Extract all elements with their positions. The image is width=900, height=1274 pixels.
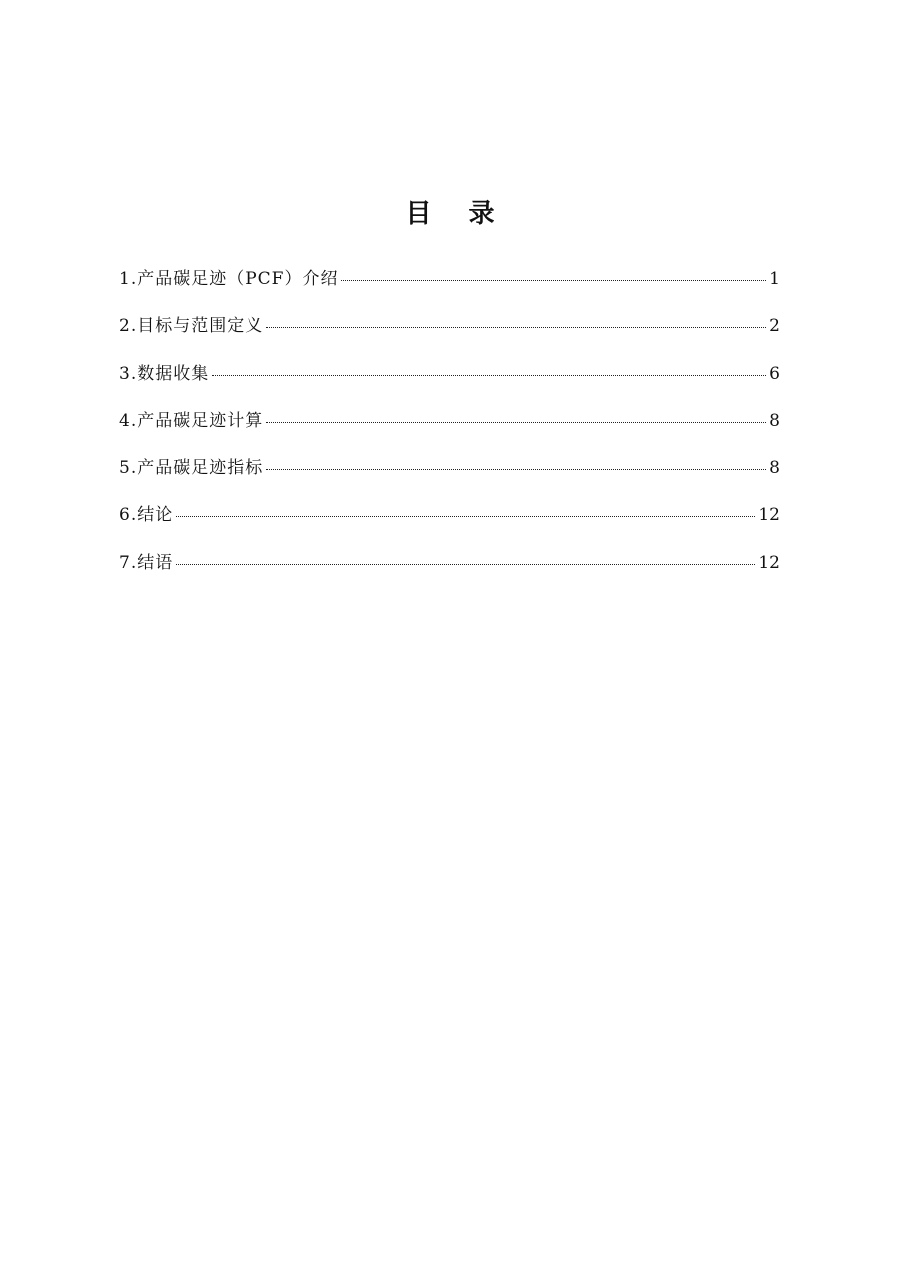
dot-leader [176,564,755,565]
toc-entry[interactable] [119,361,780,408]
toc-entry[interactable] [119,550,780,597]
toc-entry-label: 4.产品碳足迹计算 [119,410,264,431]
toc-entry[interactable] [119,408,780,455]
dot-leader [176,516,755,517]
table-of-contents [119,266,780,597]
toc-entry[interactable] [119,502,780,549]
toc-entry[interactable] [119,313,780,360]
dot-leader [341,280,766,281]
toc-entry-page-number: 8 [769,458,780,479]
toc-entry-label: 5.产品碳足迹指标 [119,458,264,479]
toc-entry-label: 6.结论 [119,505,174,526]
toc-entry-label: 7.结语 [119,552,174,573]
toc-entry-page-number: 2 [769,316,780,337]
toc-entry-label: 3.数据收集 [119,363,210,384]
toc-entry-page-number: 12 [758,552,780,573]
toc-entry[interactable] [119,266,780,313]
dot-leader [266,469,766,470]
dot-leader [266,327,766,328]
toc-entry-page-number: 6 [769,363,780,384]
toc-entry-page-number: 1 [769,269,780,289]
dot-leader [212,375,766,376]
page-title: 目 录 [405,199,509,229]
toc-entry[interactable] [119,455,780,502]
toc-entry-page-number: 12 [758,505,780,526]
toc-entry-page-number: 8 [769,410,780,431]
toc-entry-label: 1.产品碳足迹（PCF）介绍 [119,269,339,289]
dot-leader [266,422,766,423]
toc-entry-label: 2.目标与范围定义 [119,316,264,337]
